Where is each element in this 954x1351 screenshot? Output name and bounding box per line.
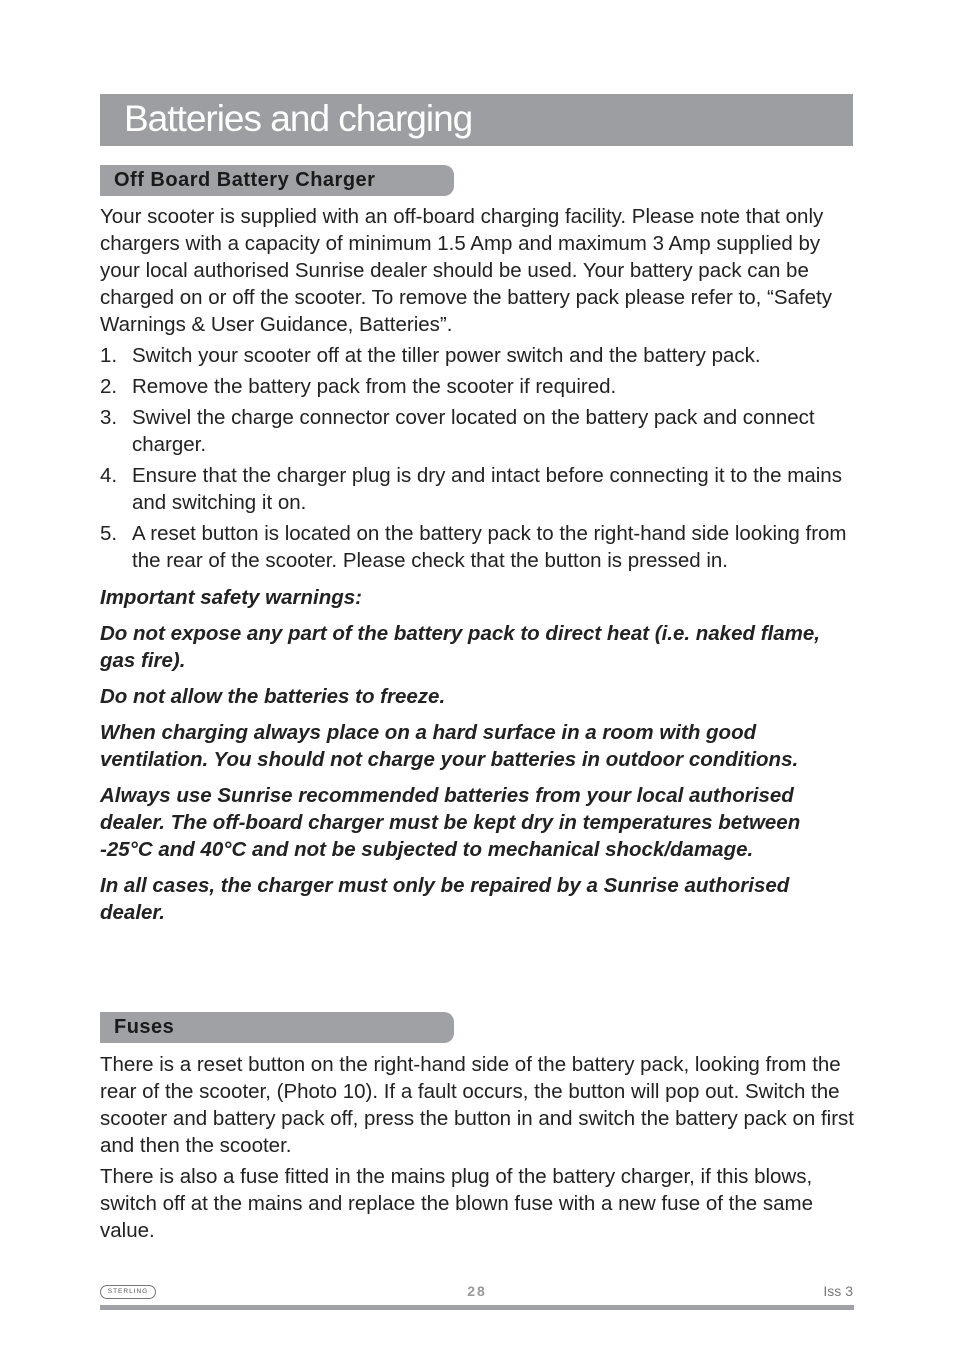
issue-number: Iss 3: [823, 1283, 853, 1299]
charger-intro: Your scooter is supplied with an off-board charging facility. Please note that only chargers with a capacity of minimum 1.5 Amp and maximum 3 Amp supplied by your local authorised Sunrise dealer should be used. Your battery pack can be charged on or off the scooter. To remove the battery pack please refer to, “Safety Warnings & User Guidance, Batteries”.: [100, 205, 832, 336]
warning-text: When charging always place on a hard surface in a room with good ventilation. You should not charge your batteries in outdoor conditions.: [100, 721, 799, 771]
warning-text: Do not expose any part of the battery pack to direct heat (i.e. naked flame, gas fire).: [100, 622, 820, 672]
section-heading-charger: Off Board Battery Charger: [100, 165, 454, 196]
charger-section-body: [100, 203, 860, 935]
step-text: A reset button is located on the battery pack to the right-hand side looking from the rear of the scooter. Please check that the button is pressed in.: [132, 522, 847, 572]
fuses-paragraph: There is a reset button on the right-hand side of the battery pack, looking from the rear of the scooter, (Photo 10). If a fault occurs, the button will pop out. Switch the scooter and battery pack off, press the button in and switch the battery pack on first and then the scooter.: [100, 1053, 854, 1157]
fuses-paragraph: There is also a fuse fitted in the mains plug of the battery charger, if this blows, switch off at the mains and replace the blown fuse with a new fuse of the same value.: [100, 1165, 813, 1242]
page-number: 28: [467, 1283, 487, 1299]
charging-steps: [100, 342, 860, 574]
step-number: 2.: [100, 375, 118, 398]
title-bar: [100, 94, 853, 146]
warning-text: In all cases, the charger must only be repaired by a Sunrise authorised dealer.: [100, 874, 790, 924]
page-title: Batteries and charging: [124, 98, 473, 139]
step-number: 1.: [100, 344, 118, 367]
warning-text: Always use Sunrise recommended batteries from your local authorised dealer. The off-board charger must be kept dry in temperatures between -25°C and 40°C and not be subjected to mechanical shock/damage.: [100, 784, 801, 861]
safety-warnings: [100, 584, 845, 926]
list-item: [100, 462, 860, 516]
step-number: 4.: [100, 464, 118, 487]
step-text: Swivel the charge connector cover located on the battery pack and connect charger.: [132, 406, 815, 456]
step-text: Switch your scooter off at the tiller power switch and the battery pack.: [132, 344, 761, 367]
step-text: Ensure that the charger plug is dry and intact before connecting it to the mains and switching it on.: [132, 464, 842, 514]
footer-rule: [100, 1305, 854, 1310]
list-item: [100, 520, 860, 574]
list-item: [100, 373, 860, 400]
list-item: [100, 404, 860, 458]
warning-text: Do not allow the batteries to freeze.: [100, 685, 446, 708]
step-text: Remove the battery pack from the scooter if required.: [132, 375, 617, 398]
brand-logo: STERLING: [100, 1285, 156, 1299]
fuses-section-body: [100, 1051, 858, 1244]
step-number: 5.: [100, 522, 118, 545]
warning-heading: Important safety warnings:: [100, 586, 362, 609]
list-item: [100, 342, 860, 369]
step-number: 3.: [100, 406, 118, 429]
section-heading-fuses: Fuses: [100, 1012, 454, 1043]
